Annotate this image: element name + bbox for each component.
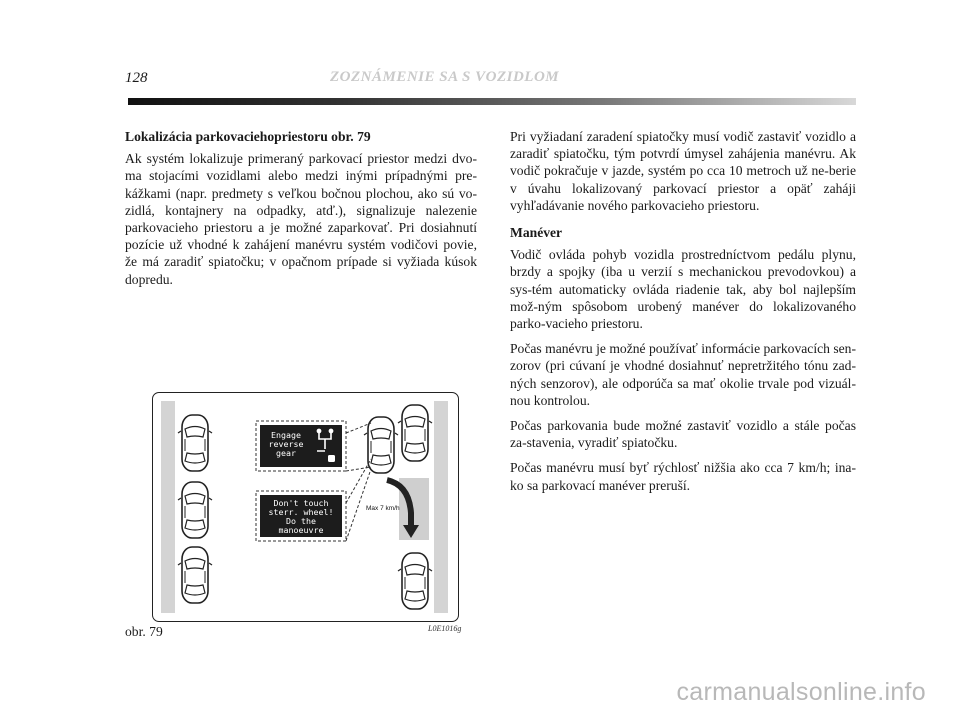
localization-paragraph: Ak systém lokalizuje primeraný parkovací priestor medzi dvo-ma stojacími vozidlami alebo medzi inými prípadnými pre-kážkami (napr. predmety s veľkou bočnou plochou, ako sú vo-zidlá, kontajnery na odpadky, atď.), signalizuje nalezenie parkovacieho priestoru a je možné zaparkovať. Pri dosiahnutí pozície už vhodné k zahájení manévru systém vodičovi povie, že má zaradiť spiatočku; v opačnom prípade si vyžiada kúsok dopredu. [125, 151, 477, 287]
steering-msg-line-1: Don't touch [273, 498, 329, 508]
left-parked-car-1 [178, 415, 212, 471]
parking-diagram [153, 393, 458, 621]
steering-msg-line-3: Do the [286, 516, 316, 526]
left-parked-car-3 [178, 547, 212, 603]
page-number: 128 [125, 70, 148, 86]
steering-msg-line-4: manoeuvre [278, 525, 324, 535]
reverse-msg-line-2: reverse [268, 439, 304, 449]
left-parked-car-2 [178, 482, 212, 538]
reverse-msg-line-1: Engage [271, 430, 301, 440]
own-car [364, 417, 398, 473]
right-column [510, 128, 856, 502]
right-parked-car-2 [398, 553, 432, 609]
watermark: carmanualsonline.info [676, 678, 926, 706]
running-header-title: ZOZNÁMENIE SA S VOZIDLOM [330, 69, 560, 85]
figure-code: L0E1016g [428, 624, 462, 633]
manoeuvre-paragraph-1: Vodič ovláda pohyb vozidla prostredníctvom pedálu plynu, brzdy a spojky (iba u verzií s mechanickou prevodovkou) a sys-tém automaticky ovláda riadenie tak, aby bol najlepším mož-ným spôsobom urobený manéver do lokalizovaného parko-vacieho priestoru. [510, 247, 856, 332]
section-heading-manoeuvre: Manéver [510, 225, 563, 241]
manoeuvre-paragraph-4: Počas manévru musí byť rýchlosť nižšia ako cca 7 km/h; ina-ko sa parkovací manéver preruší. [510, 460, 856, 493]
speed-limit-label: Max 7 km/h [366, 505, 400, 512]
section-heading-localization: Lokalizácia parkovaciehopriestoru obr. 79 [125, 129, 371, 144]
manoeuvre-paragraph-3: Počas parkovania bude možné zastaviť vozidlo a stále počas za-stavenia, vyradiť spiatočku. [510, 418, 856, 451]
figure-caption: obr. 79 [125, 624, 163, 639]
left-column [125, 128, 477, 296]
steering-msg-line-2: sterr. wheel! [268, 507, 334, 517]
reverse-msg-line-3: gear [276, 448, 296, 458]
left-curb [161, 401, 175, 613]
right-parked-car-1 [398, 405, 432, 461]
header-rule [128, 98, 856, 105]
manoeuvre-paragraph-2: Počas manévru je možné používať informácie parkovacích sen-zorov (pri cúvaní je vhodné dosiahnuť nepretržitého tónu zad-ných senzorov), ale odporúča sa mať okolie trvale pod vizuál-nou kontrolou. [510, 341, 856, 408]
reverse-request-paragraph: Pri vyžiadaní zaradení spiatočky musí vodič zastaviť vozidlo a zaradiť spiatočku, tým potvrdí úmysel zahájenia manévru. Ak vodič pokračuje v jazde, systém po cca 10 metroch už ne-berie v úvahu lokalizovaný parkovací priestor a opäť zaháji vyhľadávanie nového parkovacieho priestoru. [510, 129, 856, 213]
parking-figure [152, 392, 459, 622]
right-curb [434, 401, 448, 613]
